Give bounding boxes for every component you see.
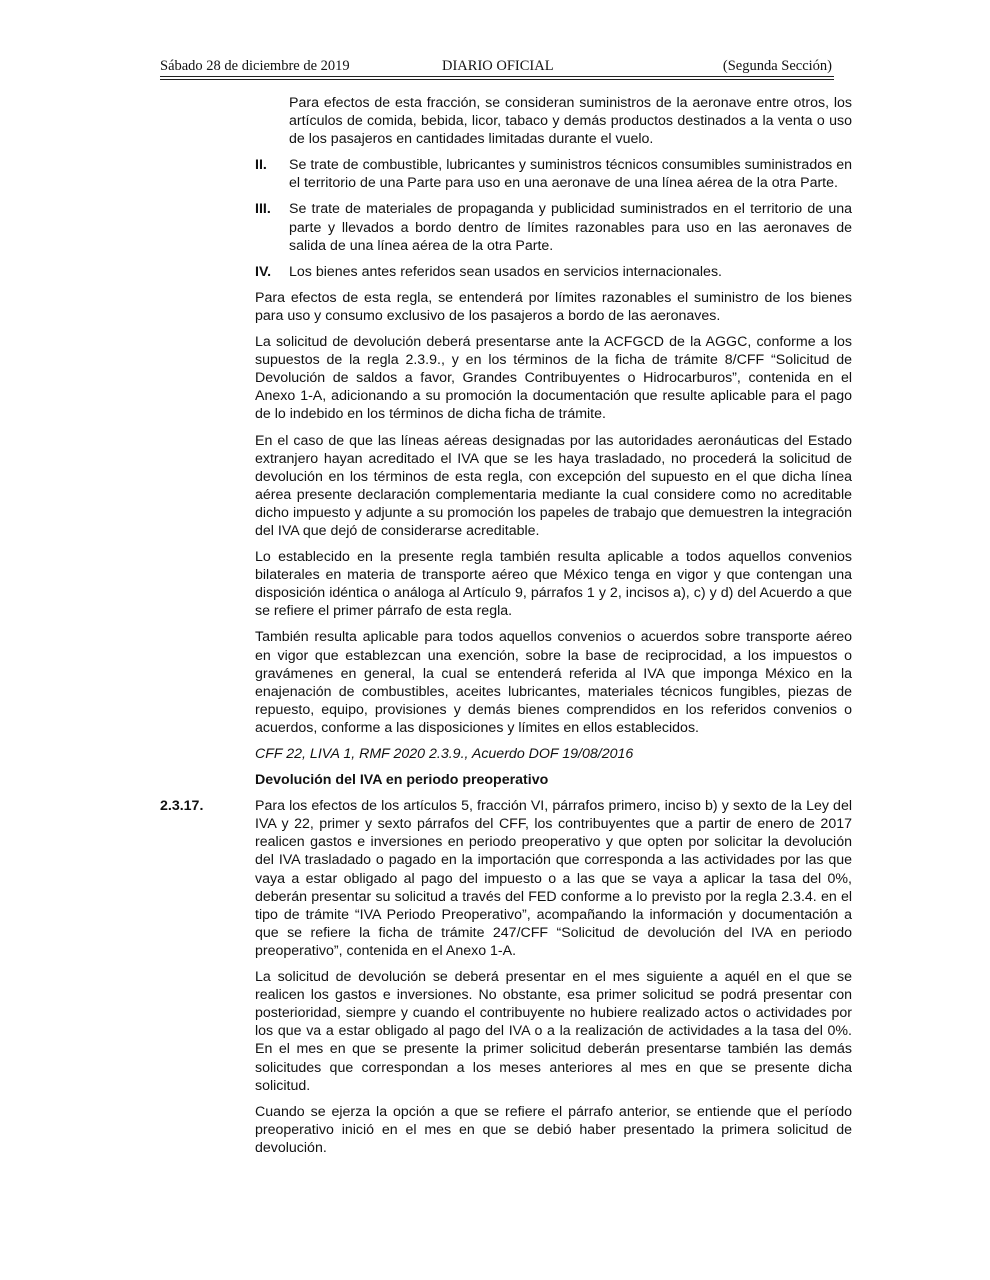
rule-text: Para los efectos de los artículos 5, fracción VI, párrafos primero, inciso b) y sexto de la Ley del IVA y 22, primer y sexto párrafos del CFF, los contribuyentes que a partir de enero de 2017 realicen gastos e inversiones en periodo preoperativo y que opten por solicitar la devolución del IVA trasladado o pagado en la importación que corresponda a las actividades por las que vaya a estar obligado al pago del impuesto o a las que se vaya a aplicar la tasa del 0%, deberán presentar su solicitud a través del FED conforme a lo previsto por la regla 2.3.4. en el tipo de trámite “IVA Periodo Preoperativo”, acompañando la información y documentación a que se refiere la ficha de trámite 247/CFF “Solicitud de devolución del IVA en periodo preoperativo”, contenida en el Anexo 1-A. bbox=[255, 798, 852, 959]
list-item-text: Se trate de materiales de propaganda y publicidad suministrados en el territorio de una parte y llevados a bordo dentro de límites razonables para uso en las aeronaves de salida de una línea aérea de la otra Parte. bbox=[289, 201, 852, 254]
document-body bbox=[160, 94, 852, 1165]
paragraph: Cuando se ejerza la opción a que se refiere el párrafo anterior, se entiende que el período preoperativo inició en el mes en que se debió haber presentado la primera solicitud de devolución. bbox=[255, 1103, 852, 1156]
list-item-text: Se trate de combustible, lubricantes y suministros técnicos consumibles suministrados en el territorio de una Parte para uso en una aeronave de una línea aérea de la otra Parte. bbox=[289, 157, 852, 192]
rule-paragraph bbox=[160, 797, 852, 960]
list-item-text: Los bienes antes referidos sean usados en servicios internacionales. bbox=[289, 263, 722, 280]
header-rule-top bbox=[160, 76, 834, 77]
list-item-number: II. bbox=[255, 157, 267, 174]
header-section: (Segunda Sección) bbox=[722, 58, 832, 74]
paragraph: Lo establecido en la presente regla también resulta aplicable a todos aquellos convenios bilaterales en materia de transporte aéreo que México tenga en vigor y que contengan una disposición idéntica o análoga al Artículo 9, párrafos 1 y 2, incisos a), c) y d) del Acuerdo a que se refiere el primer párrafo de esta regla. bbox=[255, 549, 852, 620]
paragraph: La solicitud de devolución deberá presentarse ante la ACFGCD de la AGGC, conforme a los supuestos de la regla 2.3.9., y en los términos de la ficha de trámite 8/CFF “Solicitud de Devolución de saldos a favor, Grandes Contribuyentes o Hidrocarburos”, contenida en el Anexo 1-A, adicionando a su promoción la documentación que resulte aplicable para el pago de lo indebido en los términos de dicha ficha de trámite. bbox=[255, 334, 852, 423]
list-item bbox=[255, 263, 852, 281]
header-rule-bottom bbox=[160, 79, 834, 80]
paragraph: En el caso de que las líneas aéreas designadas por las autoridades aeronáuticas del Estado extranjero hayan acreditado el IVA que se les haya trasladado, no procederá la solicitud de devolución en los términos de esta regla, con excepción del supuesto en el que dicha línea aérea presente declaración complementaria mediante la cual considere como no acreditable dicho impuesto y adjunte a su promoción los papeles de trabajo que demuestren la integración del IVA que dejó de considerarse acreditable. bbox=[255, 432, 852, 539]
intro-paragraph: Para efectos de esta fracción, se consideran suministros de la aeronave entre otros, los artículos de comida, bebida, licor, tabaco y demás productos destinados a la venta o uso de los pasajeros en cantidades limitadas durante el vuelo. bbox=[289, 95, 852, 148]
header-date: Sábado 28 de diciembre de 2019 bbox=[160, 58, 350, 74]
paragraph: La solicitud de devolución se deberá presentar en el mes siguiente a aquél en el que se realicen los gastos e inversiones. No obstante, esa primer solicitud se podrá presentar con posterioridad, siempre y cuando el contribuyente no hubiere realizado actos o actividades por los que va a estar obligado al pago del IVA o a la realización de actividades a la tasa del 0%. En el mes en que se presente la primer solicitud deberán presentarse también las demás solicitudes que correspondan a los meses anteriores al mes en que se presente dicha solicitud. bbox=[255, 969, 852, 1094]
paragraph: También resulta aplicable para todos aquellos convenios o acuerdos sobre transporte aéreo en vigor que establezcan una exención, sobre la base de reciprocidad, a los impuestos o gravámenes en general, la cual se entenderá referida al IVA que imponga México en la enajenación de combustibles, aceites lubricantes, materiales técnicos fungibles, piezas de repuesto, equipo, provisiones y demás bienes comprendidos en los referidos convenios o acuerdos, conforme a las disposiciones y límites en ellos establecidos. bbox=[255, 629, 852, 736]
list-item-number: III. bbox=[255, 201, 271, 218]
list-item bbox=[255, 200, 852, 254]
rule-number: 2.3.17. bbox=[160, 798, 204, 815]
rule-heading: Devolución del IVA en periodo preoperativo bbox=[255, 772, 549, 789]
header-publication: DIARIO OFICIAL bbox=[442, 58, 554, 74]
paragraph: Para efectos de esta regla, se entenderá por límites razonables el suministro de los bienes para uso y consumo exclusivo de los pasajeros a bordo de las aeronaves. bbox=[255, 289, 852, 324]
page-header bbox=[160, 57, 832, 77]
list-item-number: IV. bbox=[255, 263, 272, 280]
legal-citation: CFF 22, LIVA 1, RMF 2020 2.3.9., Acuerdo DOF 19/08/2016 bbox=[255, 746, 634, 762]
list-item bbox=[255, 156, 852, 192]
